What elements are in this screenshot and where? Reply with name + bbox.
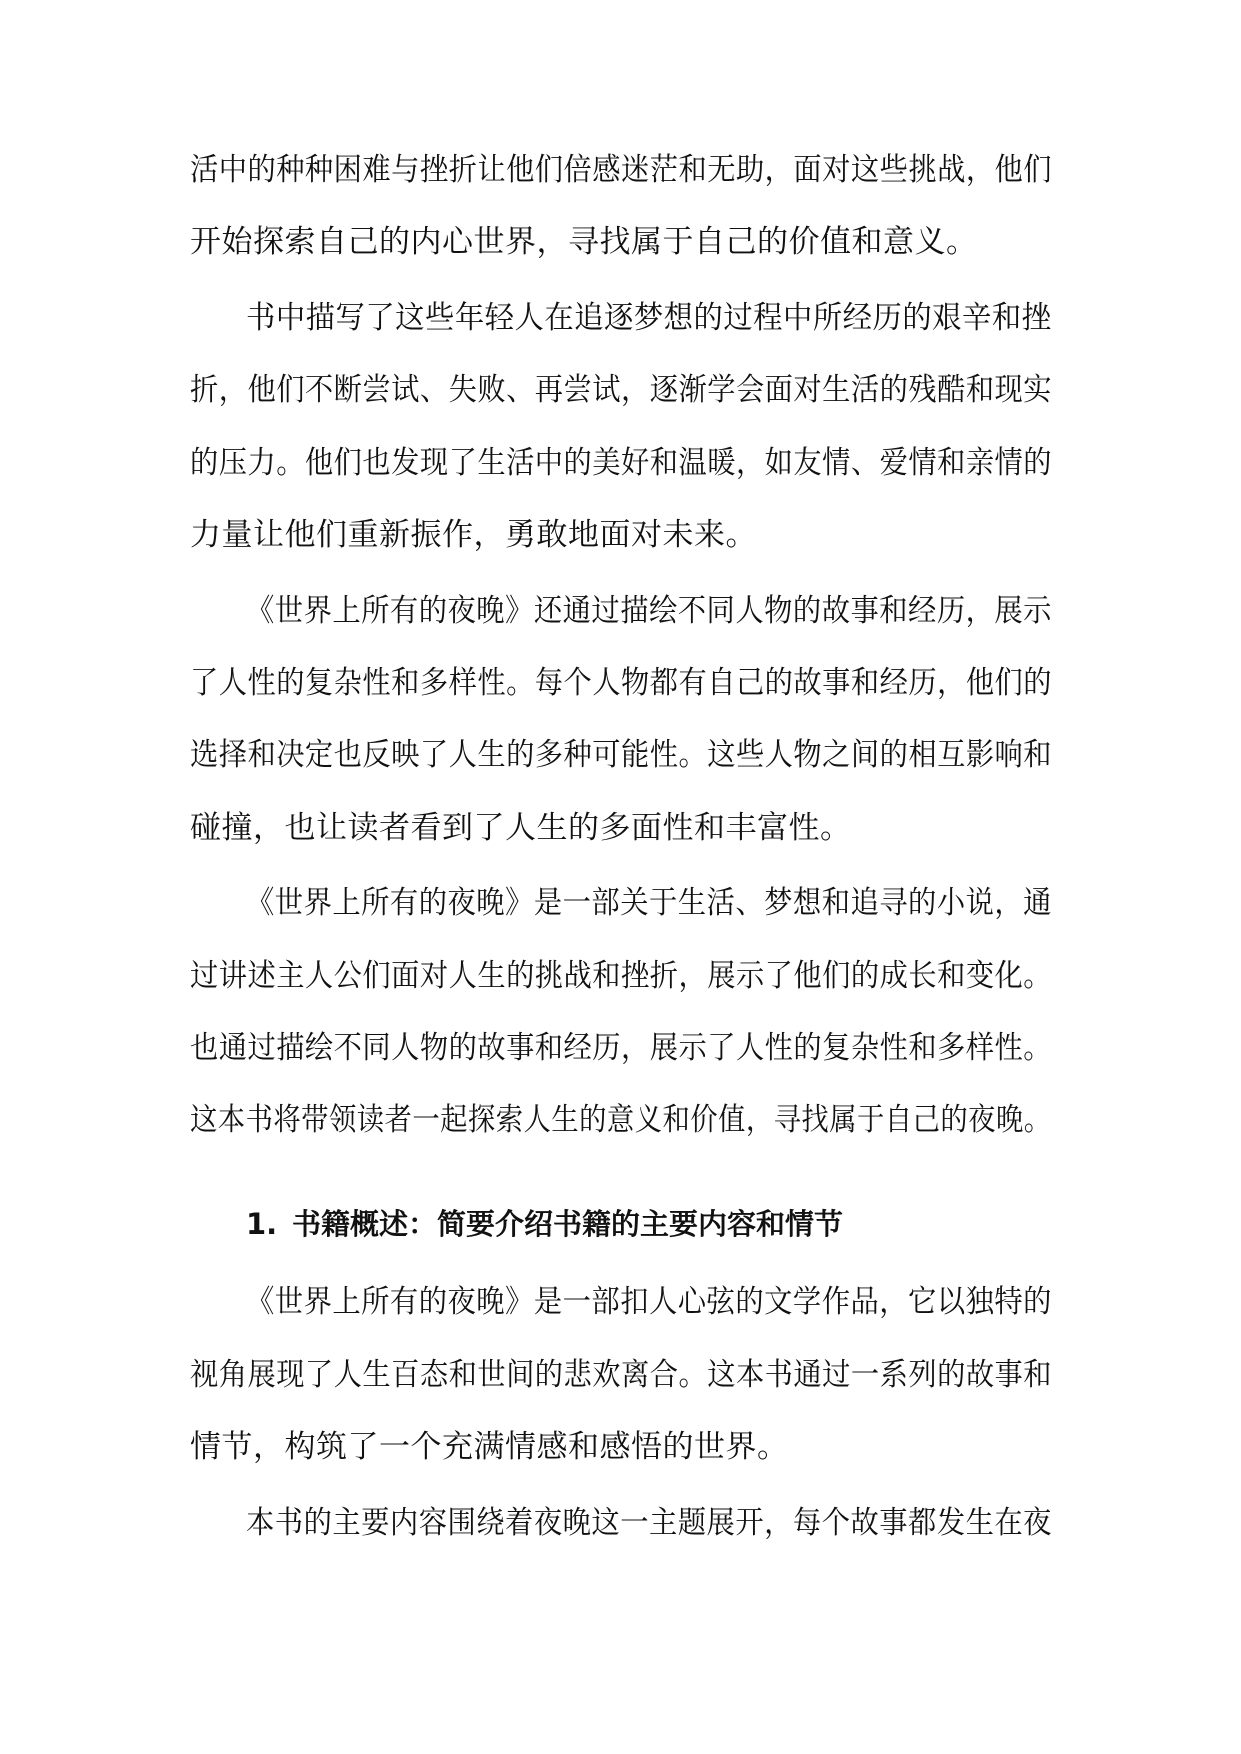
paragraph-line: 折，他们不断尝试、失败、再尝试，逐渐学会面对生活的残酷和现实 [190, 372, 1053, 408]
paragraph-line: 力量让他们重新振作，勇敢地面对未来。 [190, 517, 757, 553]
section-heading [246, 1204, 843, 1244]
paragraph-line: 视角展现了人生百态和世间的悲欢离合。这本书通过一系列的故事和 [190, 1357, 1053, 1393]
paragraph-line: 开始探索自己的内心世界，寻找属于自己的价值和意义。 [190, 224, 978, 260]
paragraph-line: 选择和决定也反映了人生的多种可能性。这些人物之间的相互影响和 [190, 737, 1053, 773]
paragraph-line: 这本书将带领读者一起探索人生的意义和价值，寻找属于自己的夜晚。 [190, 1102, 1052, 1138]
paragraph-line: 《世界上所有的夜晚》是一部扣人心弦的文学作品，它以独特的 [246, 1284, 1052, 1320]
paragraph-line: 情节，构筑了一个充满情感和感悟的世界。 [190, 1429, 789, 1465]
section-number: 1. [246, 1207, 278, 1241]
paragraph-line: 过讲述主人公们面对人生的挑战和挫折，展示了他们的成长和变化。 [190, 958, 1053, 994]
paragraph-line: 书中描写了这些年轻人在追逐梦想的过程中所经历的艰辛和挫 [246, 300, 1052, 336]
paragraph-line: 本书的主要内容围绕着夜晚这一主题展开，每个故事都发生在夜 [246, 1505, 1052, 1541]
paragraph-line: 也通过描绘不同人物的故事和经历，展示了人性的复杂性和多样性。 [190, 1030, 1053, 1066]
section-title: 书籍概述：简要介绍书籍的主要内容和情节 [292, 1207, 844, 1241]
paragraph-line: 了人性的复杂性和多样性。每个人物都有自己的故事和经历，他们的 [190, 665, 1053, 701]
paragraph-line: 活中的种种困难与挫折让他们倍感迷茫和无助，面对这些挑战，他们 [190, 152, 1053, 188]
paragraph-line: 《世界上所有的夜晚》还通过描绘不同人物的故事和经历，展示 [246, 593, 1052, 629]
paragraph-line: 的压力。他们也发现了生活中的美好和温暖，如友情、爱情和亲情的 [190, 445, 1053, 481]
paragraph-line: 《世界上所有的夜晚》是一部关于生活、梦想和追寻的小说，通 [246, 885, 1052, 921]
paragraph-line: 碰撞，也让读者看到了人生的多面性和丰富性。 [190, 810, 852, 846]
